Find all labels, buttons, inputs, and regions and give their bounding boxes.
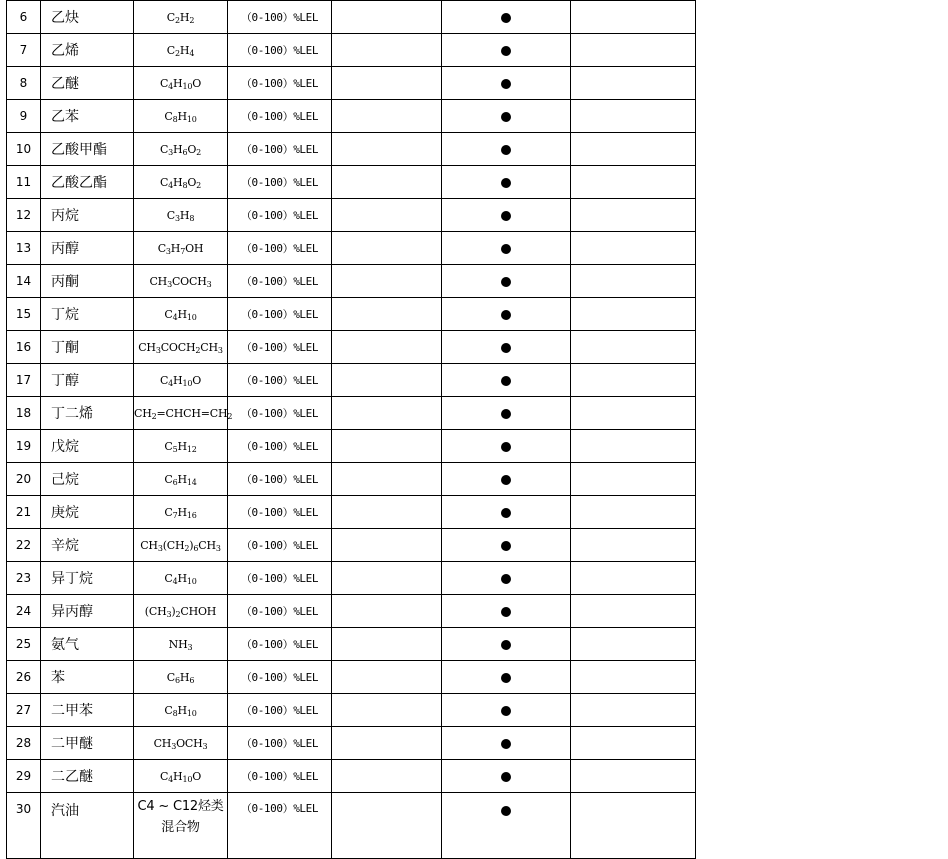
measuring-range-cell: （0-100）%LEL [228,199,332,232]
table-row [7,694,696,727]
table-row [7,463,696,496]
table-row [7,331,696,364]
empty-cell [332,760,442,793]
chemical-formula-cell: $C_8H_{10}$ [134,100,228,133]
row-number-cell: 22 [7,529,41,562]
gas-name-cell: 丙烷 [41,199,134,232]
empty-cell [332,34,442,67]
supported-marker-cell [442,1,571,34]
empty-cell [571,100,696,133]
measuring-range-cell: （0-100）%LEL [228,331,332,364]
empty-cell [571,133,696,166]
supported-marker-cell [442,529,571,562]
empty-cell [571,34,696,67]
empty-cell [332,199,442,232]
filled-circle-icon [501,79,511,89]
supported-marker-cell [442,595,571,628]
filled-circle-icon [501,772,511,782]
measuring-range-cell: （0-100）%LEL [228,628,332,661]
gas-name-cell: 乙酸甲酯 [41,133,134,166]
gas-name-cell: 乙烯 [41,34,134,67]
filled-circle-icon [501,673,511,683]
chemical-formula-cell: $C_3H_6O_2$ [134,133,228,166]
chemical-formula-cell: $C_4H_{10}$ [134,298,228,331]
empty-cell [332,166,442,199]
empty-cell [571,793,696,859]
measuring-range-cell: （0-100）%LEL [228,529,332,562]
row-number-cell: 27 [7,694,41,727]
row-number-cell: 30 [7,793,41,859]
gas-name-cell: 氨气 [41,628,134,661]
measuring-range-cell: （0-100）%LEL [228,298,332,331]
empty-cell [332,595,442,628]
measuring-range-cell: （0-100）%LEL [228,397,332,430]
supported-marker-cell [442,100,571,133]
row-number-cell: 26 [7,661,41,694]
supported-marker-cell [442,430,571,463]
row-number-cell: 21 [7,496,41,529]
gas-name-cell: 异丙醇 [41,595,134,628]
row-number-cell: 13 [7,232,41,265]
row-number-cell: 24 [7,595,41,628]
empty-cell [571,298,696,331]
measuring-range-cell: （0-100）%LEL [228,694,332,727]
empty-cell [332,364,442,397]
gas-name-cell: 丙酮 [41,265,134,298]
chemical-formula-cell: $C_4H_{10}O$ [134,364,228,397]
gas-name-cell: 异丁烷 [41,562,134,595]
chemical-formula-cell: $NH_3$ [134,628,228,661]
chemical-formula-cell: $C_4H_8O_2$ [134,166,228,199]
table-row [7,364,696,397]
filled-circle-icon [501,310,511,320]
table-row [7,397,696,430]
chemical-formula-cell: C4 ~ C12烃类混合物 [134,793,228,859]
chemical-formula-cell: $C_4H_{10}O$ [134,760,228,793]
empty-cell [332,562,442,595]
measuring-range-cell: （0-100）%LEL [228,166,332,199]
measuring-range-cell: （0-100）%LEL [228,265,332,298]
filled-circle-icon [501,706,511,716]
row-number-cell: 11 [7,166,41,199]
row-number-cell: 16 [7,331,41,364]
empty-cell [571,595,696,628]
filled-circle-icon [501,541,511,551]
supported-marker-cell [442,562,571,595]
supported-marker-cell [442,331,571,364]
empty-cell [332,727,442,760]
empty-cell [571,397,696,430]
measuring-range-cell: （0-100）%LEL [228,232,332,265]
empty-cell [571,364,696,397]
measuring-range-cell: （0-100）%LEL [228,661,332,694]
table-row [7,199,696,232]
filled-circle-icon [501,145,511,155]
filled-circle-icon [501,442,511,452]
filled-circle-icon [501,475,511,485]
supported-marker-cell [442,496,571,529]
filled-circle-icon [501,112,511,122]
row-number-cell: 18 [7,397,41,430]
supported-marker-cell [442,232,571,265]
filled-circle-icon [501,376,511,386]
table-row [7,529,696,562]
gas-range-table [6,0,696,859]
measuring-range-cell: （0-100）%LEL [228,34,332,67]
row-number-cell: 9 [7,100,41,133]
measuring-range-cell: （0-100）%LEL [228,562,332,595]
measuring-range-cell: （0-100）%LEL [228,496,332,529]
empty-cell [332,496,442,529]
table-row [7,265,696,298]
row-number-cell: 20 [7,463,41,496]
empty-cell [571,199,696,232]
table-row [7,496,696,529]
row-number-cell: 23 [7,562,41,595]
table-row [7,67,696,100]
empty-cell [571,1,696,34]
row-number-cell: 14 [7,265,41,298]
table-row [7,232,696,265]
filled-circle-icon [501,46,511,56]
empty-cell [332,661,442,694]
gas-name-cell: 丁二烯 [41,397,134,430]
empty-cell [332,133,442,166]
chemical-formula-cell: $C_2H_2$ [134,1,228,34]
empty-cell [332,331,442,364]
empty-cell [332,694,442,727]
row-number-cell: 6 [7,1,41,34]
gas-name-cell: 乙炔 [41,1,134,34]
filled-circle-icon [501,574,511,584]
table-row [7,760,696,793]
chemical-formula-cell: $(CH_3)_2CHOH$ [134,595,228,628]
empty-cell [332,430,442,463]
gas-name-cell: 苯 [41,661,134,694]
row-number-cell: 25 [7,628,41,661]
empty-cell [332,265,442,298]
supported-marker-cell [442,727,571,760]
supported-marker-cell [442,760,571,793]
measuring-range-cell: （0-100）%LEL [228,1,332,34]
gas-name-cell: 庚烷 [41,496,134,529]
filled-circle-icon [501,211,511,221]
supported-marker-cell [442,628,571,661]
chemical-formula-cell: $C_8H_{10}$ [134,694,228,727]
measuring-range-cell: （0-100）%LEL [228,595,332,628]
empty-cell [571,67,696,100]
chemical-formula-cell: $C_6H_6$ [134,661,228,694]
row-number-cell: 28 [7,727,41,760]
empty-cell [571,232,696,265]
table-row [7,430,696,463]
measuring-range-cell: （0-100）%LEL [228,364,332,397]
supported-marker-cell [442,133,571,166]
gas-name-cell: 己烷 [41,463,134,496]
empty-cell [571,265,696,298]
table-row [7,133,696,166]
chemical-formula-cell: $CH_3COCH_2CH_3$ [134,331,228,364]
gas-name-cell: 汽油 [41,793,134,859]
row-number-cell: 7 [7,34,41,67]
filled-circle-icon [501,409,511,419]
filled-circle-icon [501,806,511,816]
filled-circle-icon [501,607,511,617]
gas-name-cell: 丁烷 [41,298,134,331]
gas-name-cell: 乙醚 [41,67,134,100]
measuring-range-cell: （0-100）%LEL [228,67,332,100]
supported-marker-cell [442,34,571,67]
empty-cell [332,529,442,562]
filled-circle-icon [501,244,511,254]
empty-cell [571,661,696,694]
table-row [7,628,696,661]
filled-circle-icon [501,277,511,287]
supported-marker-cell [442,397,571,430]
chemical-formula-cell: $C_6H_{14}$ [134,463,228,496]
measuring-range-cell: （0-100）%LEL [228,793,332,859]
chemical-formula-cell: $CH_2=CHCH=CH_2$ [134,397,228,430]
supported-marker-cell [442,265,571,298]
empty-cell [571,463,696,496]
empty-cell [571,430,696,463]
gas-name-cell: 辛烷 [41,529,134,562]
row-number-cell: 15 [7,298,41,331]
chemical-formula-cell: $C_5H_{12}$ [134,430,228,463]
empty-cell [332,232,442,265]
filled-circle-icon [501,13,511,23]
table-row [7,661,696,694]
gas-name-cell: 乙酸乙酯 [41,166,134,199]
measuring-range-cell: （0-100）%LEL [228,133,332,166]
gas-name-cell: 戊烷 [41,430,134,463]
measuring-range-cell: （0-100）%LEL [228,430,332,463]
filled-circle-icon [501,508,511,518]
chemical-formula-cell: $CH_3OCH_3$ [134,727,228,760]
empty-cell [332,463,442,496]
empty-cell [332,100,442,133]
empty-cell [571,562,696,595]
measuring-range-cell: （0-100）%LEL [228,463,332,496]
measuring-range-cell: （0-100）%LEL [228,727,332,760]
empty-cell [571,529,696,562]
gas-name-cell: 丁酮 [41,331,134,364]
gas-name-cell: 丁醇 [41,364,134,397]
supported-marker-cell [442,694,571,727]
filled-circle-icon [501,739,511,749]
supported-marker-cell [442,661,571,694]
gas-name-cell: 二乙醚 [41,760,134,793]
measuring-range-cell: （0-100）%LEL [228,760,332,793]
empty-cell [332,1,442,34]
gas-name-cell: 丙醇 [41,232,134,265]
gas-name-cell: 二甲苯 [41,694,134,727]
empty-cell [332,793,442,859]
table-body [7,1,696,859]
row-number-cell: 8 [7,67,41,100]
filled-circle-icon [501,178,511,188]
empty-cell [332,628,442,661]
supported-marker-cell [442,166,571,199]
supported-marker-cell [442,67,571,100]
chemical-formula-cell: $CH_3(CH_2)_6CH_3$ [134,529,228,562]
table-row [7,793,696,859]
empty-cell [571,628,696,661]
gas-name-cell: 乙苯 [41,100,134,133]
row-number-cell: 29 [7,760,41,793]
table-row [7,562,696,595]
empty-cell [332,298,442,331]
chemical-formula-cell: $C_4H_{10}O$ [134,67,228,100]
chemical-formula-cell: $CH_3COCH_3$ [134,265,228,298]
table-row [7,1,696,34]
supported-marker-cell [442,199,571,232]
supported-marker-cell [442,793,571,859]
row-number-cell: 12 [7,199,41,232]
chemical-formula-cell: $C_3H_8$ [134,199,228,232]
empty-cell [571,727,696,760]
filled-circle-icon [501,343,511,353]
chemical-formula-cell: $C_7H_{16}$ [134,496,228,529]
supported-marker-cell [442,463,571,496]
gas-name-cell: 二甲醚 [41,727,134,760]
empty-cell [571,496,696,529]
empty-cell [332,67,442,100]
empty-cell [571,694,696,727]
row-number-cell: 17 [7,364,41,397]
chemical-formula-cell: $C_4H_{10}$ [134,562,228,595]
row-number-cell: 10 [7,133,41,166]
table-row [7,34,696,67]
empty-cell [571,331,696,364]
empty-cell [571,166,696,199]
supported-marker-cell [442,364,571,397]
table-row [7,298,696,331]
supported-marker-cell [442,298,571,331]
measuring-range-cell: （0-100）%LEL [228,100,332,133]
table-row [7,100,696,133]
table-row [7,727,696,760]
table-row [7,166,696,199]
chemical-formula-cell: $C_3H_7OH$ [134,232,228,265]
empty-cell [571,760,696,793]
table-row [7,595,696,628]
filled-circle-icon [501,640,511,650]
row-number-cell: 19 [7,430,41,463]
empty-cell [332,397,442,430]
chemical-formula-cell: $C_2H_4$ [134,34,228,67]
